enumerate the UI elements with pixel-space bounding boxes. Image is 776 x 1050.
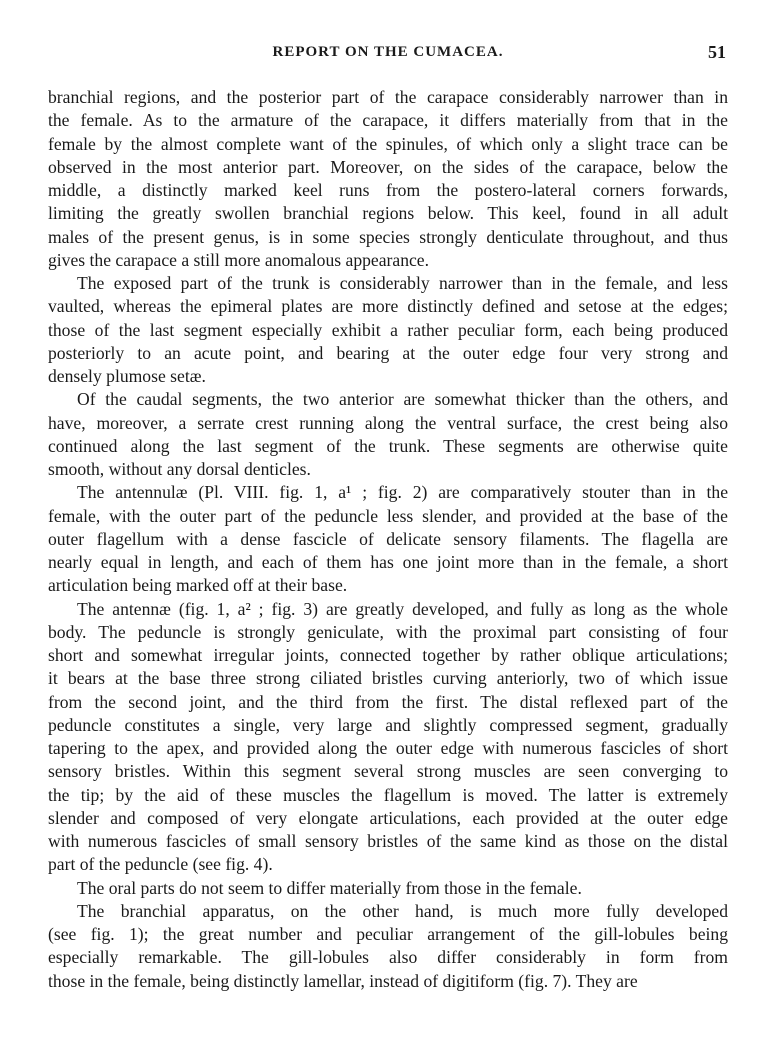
text-line: gives the carapace a still more anomalous appearance. (48, 249, 430, 270)
text-line: The antennæ (fig. 1, a² ; fig. 3) are greatly developed, and fully as long as the whole (77, 598, 728, 619)
text-line: vaulted, whereas the epimeral plates are more distinctly defined and setose at the edges; (48, 296, 728, 317)
text-line: densely plumose setæ. (48, 366, 206, 386)
running-title: REPORT ON THE CUMACEA. (272, 44, 504, 60)
text-line: body. The peduncle is strongly geniculate, with the proximal part consisting of four (48, 621, 728, 642)
text-line: tapering to the apex, and provided along the outer edge with numerous fascicles of short (48, 738, 728, 758)
text-line: female by the almost complete want of the spinules, of which only a slight trace can be (48, 133, 728, 154)
text-line: those of the last segment especially exhibit a rather peculiar form, each being produced (48, 319, 728, 340)
text-line: middle, a distinctly marked keel runs from the postero-lateral corners forwards, (48, 180, 728, 200)
paragraph (48, 900, 728, 993)
text-line: sensory bristles. Within this segment several strong muscles are seen converging to (48, 761, 728, 782)
text-line: female, with the outer part of the peduncle less slender, and provided at the base of the (48, 505, 728, 526)
paragraph (48, 388, 728, 481)
text-line: from the second joint, and the third from the first. The distal reflexed part of the (48, 691, 728, 712)
paragraph (48, 598, 728, 877)
text-line: The oral parts do not seem to differ materially from those in the female. (77, 877, 582, 898)
text-line: The exposed part of the trunk is considerably narrower than in the female, and less (77, 273, 728, 293)
body-text (48, 86, 728, 993)
text-line: limiting the greatly swollen branchial regions below. This keel, found in all adult (48, 203, 728, 224)
text-line: branchial regions, and the posterior part of the carapace considerably narrower than in (48, 87, 728, 107)
paragraph (48, 86, 728, 272)
text-line: part of the peduncle (see fig. 4). (48, 854, 273, 875)
text-line: slender and composed of very elongate articulations, each provided at the outer edge (48, 807, 728, 828)
page-number: 51 (708, 42, 726, 62)
text-line: especially remarkable. The gill-lobules also differ considerably in form from (48, 947, 728, 968)
paragraph (48, 877, 728, 900)
text-line: observed in the most anterior part. Moreover, on the sides of the carapace, below the (48, 156, 728, 177)
text-line: Of the caudal segments, the two anterior are somewhat thicker than the others, and (77, 389, 728, 410)
paragraph (48, 272, 728, 388)
text-line: articulation being marked off at their base. (48, 575, 348, 596)
text-line: with numerous fascicles of small sensory bristles of the same kind as those on the distal (48, 831, 728, 851)
text-line: the female. As to the armature of the carapace, it differs materially from that in the (48, 110, 728, 131)
text-line: the tip; by the aid of these muscles the flagellum is moved. The latter is extremely (48, 784, 728, 805)
text-line: short and somewhat irregular joints, connected together by rather oblique articulations; (48, 645, 728, 665)
page-header (48, 44, 728, 68)
text-line: outer flagellum with a dense fascicle of delicate sensory filaments. The flagella are (48, 528, 728, 549)
text-line: The antennulæ (Pl. VIII. fig. 1, a¹ ; fig. 2) are comparatively stouter than in the (77, 482, 728, 503)
text-line: it bears at the base three strong ciliated bristles curving anteriorly, two of which issue (48, 668, 728, 689)
text-line: males of the present genus, is in some species strongly denticulate throughout, and thus (48, 226, 728, 247)
text-line: peduncle constitutes a single, very large and slightly compressed segment, gradually (48, 714, 728, 735)
text-line: nearly equal in length, and each of them has one joint more than in the female, a short (48, 552, 728, 572)
text-line: The branchial apparatus, on the other hand, is much more fully developed (77, 900, 728, 921)
text-line: posteriorly to an acute point, and bearing at the outer edge four very strong and (48, 342, 728, 363)
text-line: (see fig. 1); the great number and peculiar arrangement of the gill-lobules being (48, 924, 728, 944)
text-line: continued along the last segment of the trunk. These segments are otherwise quite (48, 435, 728, 456)
text-line: smooth, without any dorsal denticles. (48, 459, 311, 479)
text-line: those in the female, being distinctly lamellar, instead of digitiform (fig. 7). They are (48, 970, 638, 991)
paragraph (48, 481, 728, 597)
text-line: have, moreover, a serrate crest running along the ventral surface, the crest being also (48, 412, 728, 433)
